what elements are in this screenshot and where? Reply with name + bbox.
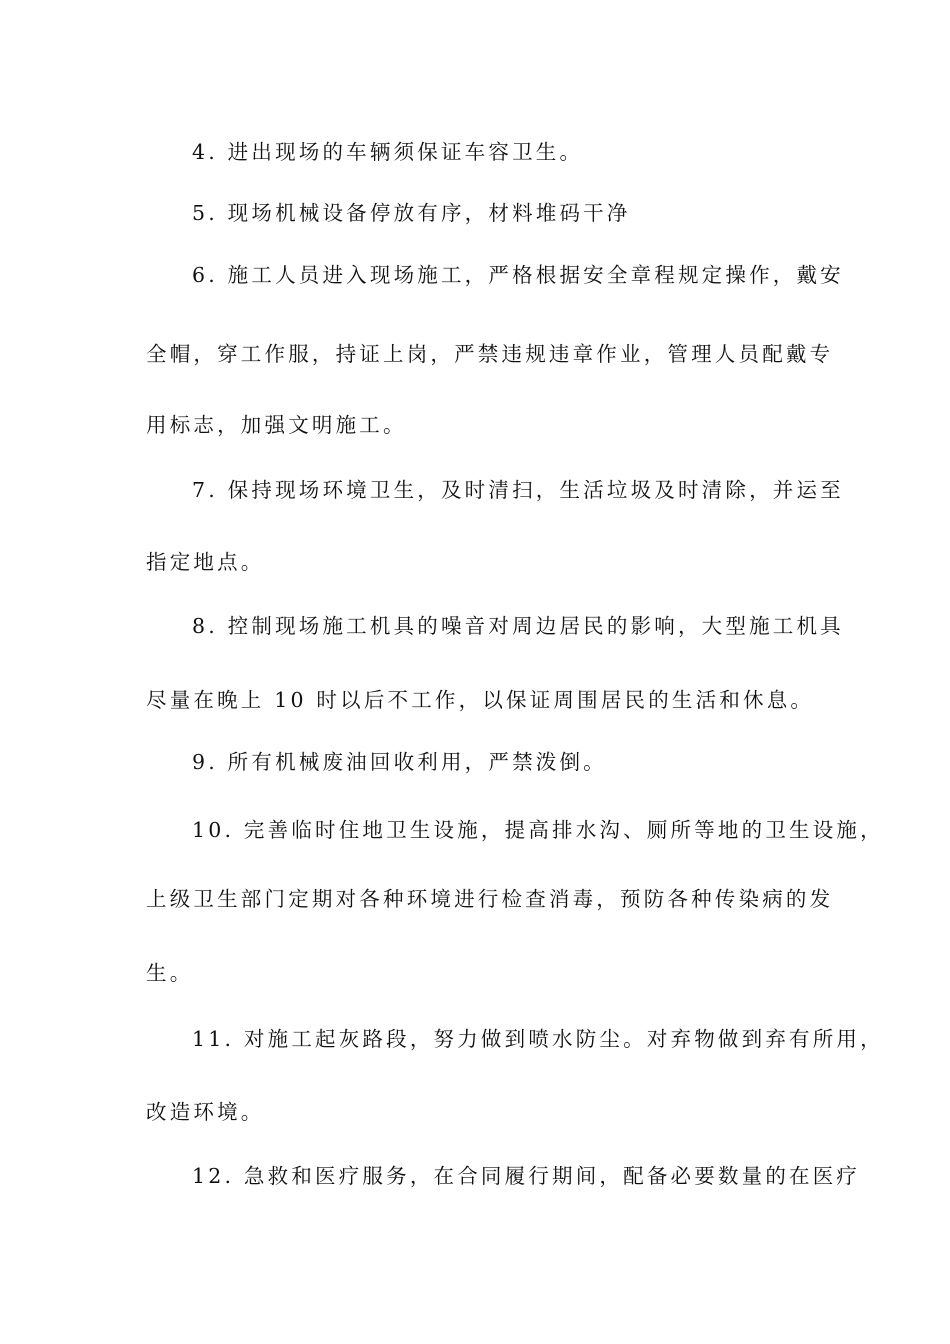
item-6-line-2: 全帽，穿工作服，持证上岗，严禁违规违章作业，管理人员配戴专 [146, 342, 834, 366]
item-7-line-1: 7. 保持现场环境卫生，及时清扫，生活垃圾及时清除，并运至 [192, 478, 844, 502]
item-11-line-1: 11. 对施工起灰路段，努力做到喷水防尘。对弃物做到弃有所用， [192, 1027, 884, 1051]
item-5-line-1: 5. 现场机械设备停放有序，材料堆码干净 [192, 201, 631, 225]
item-10-line-1: 10. 完善临时住地卫生设施，提高排水沟、厕所等地的卫生设施， [192, 818, 884, 842]
item-11-line-2: 改造环境。 [146, 1100, 265, 1124]
item-8-line-1: 8. 控制现场施工机具的噪音对周边居民的影响，大型施工机具 [192, 614, 844, 638]
item-10-line-2: 上级卫生部门定期对各种环境进行检查消毒，预防各种传染病的发 [146, 887, 834, 911]
item-4-line-1: 4. 进出现场的车辆须保证车容卫生。 [192, 140, 584, 164]
item-6-line-3: 用标志，加强文明施工。 [146, 413, 407, 437]
item-9-line-1: 9. 所有机械废油回收利用，严禁泼倒。 [192, 750, 607, 774]
item-8-line-2: 尽量在晚上 10 时以后不工作，以保证周围居民的生活和休息。 [146, 688, 815, 712]
item-10-line-3: 生。 [146, 961, 194, 985]
item-7-line-2: 指定地点。 [146, 550, 265, 574]
item-12-line-1: 12. 急救和医疗服务，在合同履行期间，配备必要数量的在医疗 [192, 1164, 861, 1188]
item-6-line-1: 6. 施工人员进入现场施工，严格根据安全章程规定操作，戴安 [192, 263, 844, 287]
